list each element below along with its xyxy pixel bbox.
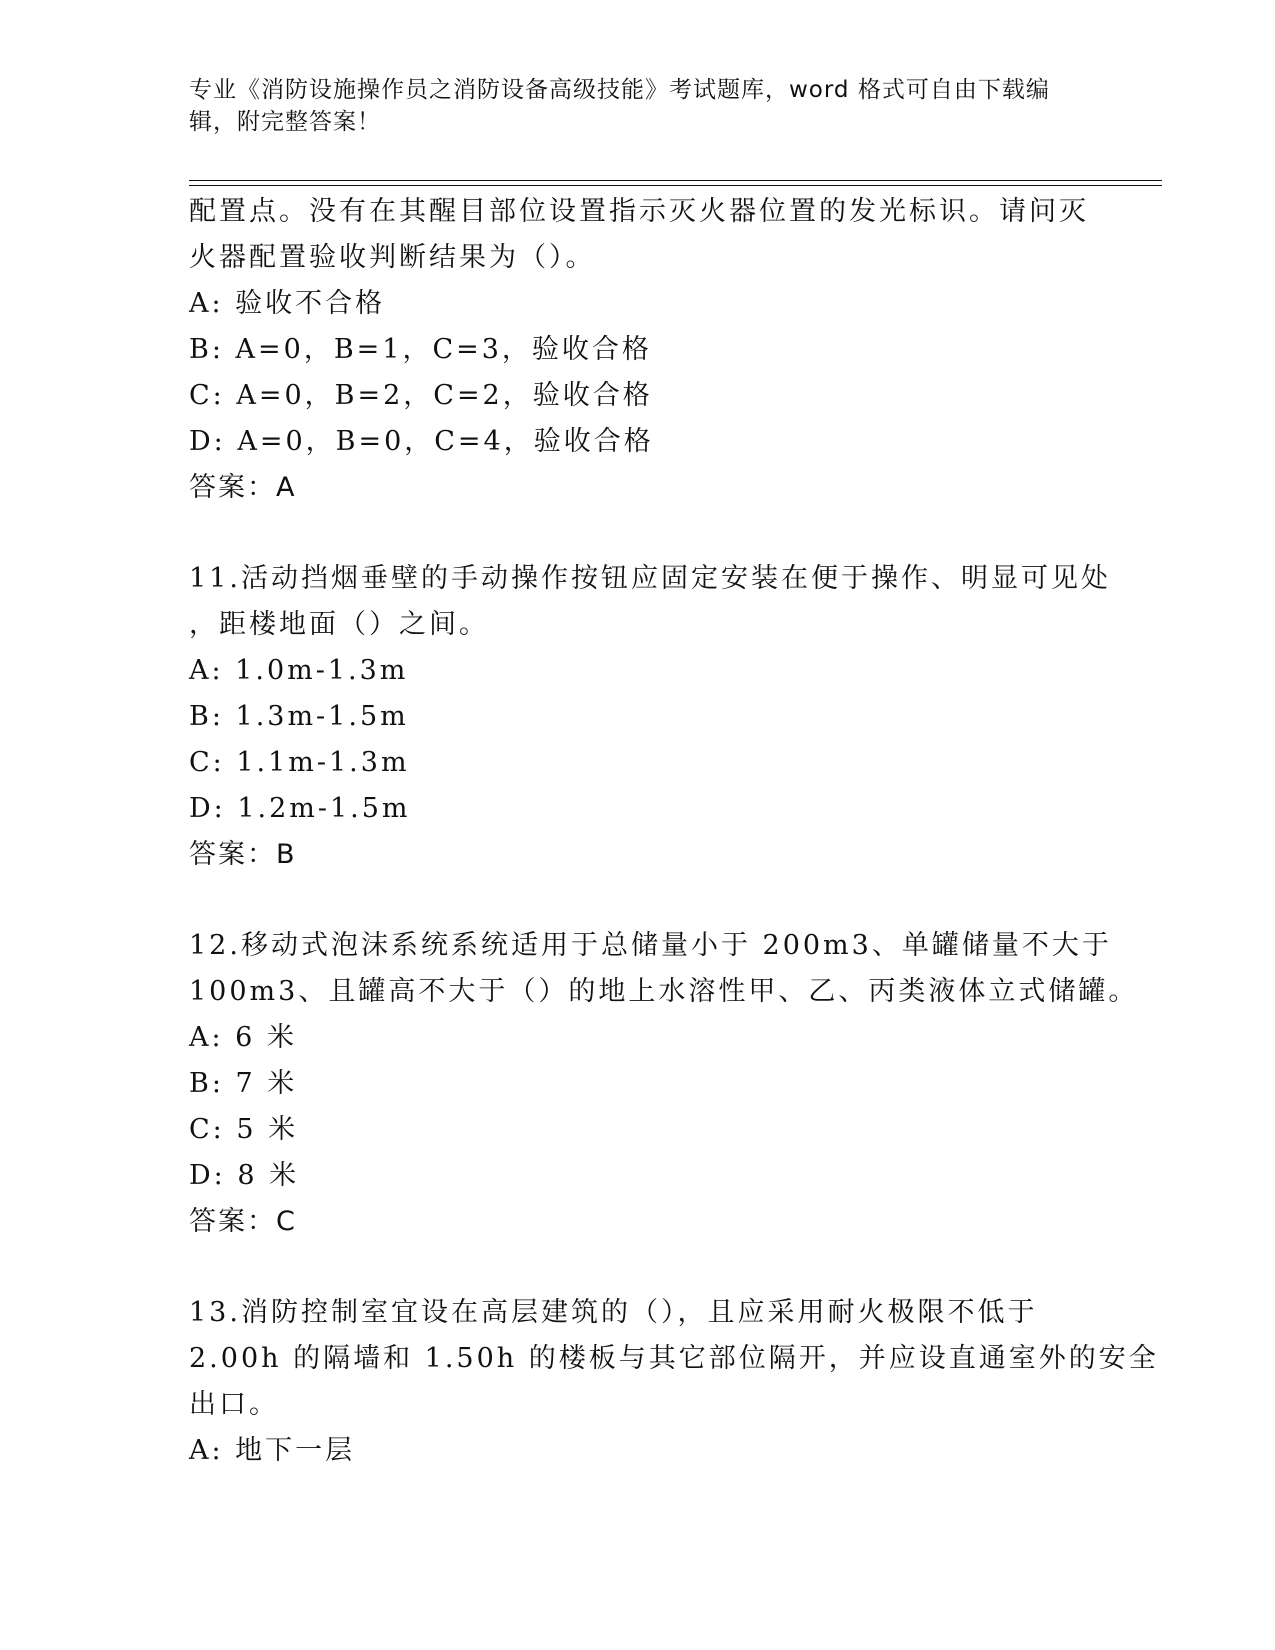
header-line-2: 辑，附完整答案！ (189, 109, 381, 135)
question-11 (189, 556, 1111, 878)
header-line-1: 专业《消防设施操作员之消防设备高级技能》考试题库，word 格式可自由下载编 (189, 77, 1050, 103)
header-divider-top (189, 180, 1162, 181)
question-carryover (189, 189, 1089, 511)
question-text-line: 12.移动式泡沫系统系统适用于总储量小于 200m3、单罐储量不大于 (189, 930, 1112, 961)
option-a: A: 地下一层 (189, 1435, 356, 1466)
question-13 (189, 1290, 1159, 1474)
option-c: C: 5 米 (189, 1114, 299, 1145)
option-d: D: A=0，B=0，C=4，验收合格 (189, 426, 654, 457)
answer-line: 答案：C (189, 1206, 297, 1237)
header-divider-bottom (189, 185, 1162, 186)
question-text-line: 13.消防控制室宜设在高层建筑的（），且应采用耐火极限不低于 (189, 1297, 1038, 1328)
question-text-line: 出口。 (189, 1389, 279, 1420)
question-text-line: 100m3、且罐高不大于（）的地上水溶性甲、乙、丙类液体立式储罐。 (189, 976, 1139, 1007)
question-text-line: 11.活动挡烟垂壁的手动操作按钮应固定安装在便于操作、明显可见处 (189, 563, 1111, 594)
option-d: D: 8 米 (189, 1160, 300, 1191)
question-12 (189, 923, 1139, 1245)
option-a: A: 1.0m-1.3m (189, 655, 409, 686)
option-b: B: 1.3m-1.5m (189, 701, 409, 732)
option-c: C: A=0，B=2，C=2，验收合格 (189, 380, 653, 411)
document-header (189, 74, 1089, 138)
answer-line: 答案：A (189, 472, 297, 503)
option-d: D: 1.2m-1.5m (189, 793, 411, 824)
option-b: B: 7 米 (189, 1068, 298, 1099)
option-b: B: A=0，B=1，C=3，验收合格 (189, 334, 652, 365)
option-c: C: 1.1m-1.3m (189, 747, 410, 778)
answer-line: 答案：B (189, 839, 297, 870)
option-a: A: 6 米 (189, 1022, 297, 1053)
question-text-line: ，距楼地面（）之间。 (189, 609, 489, 640)
spacer (189, 511, 1089, 556)
spacer (189, 1245, 1089, 1290)
option-a: A: 验收不合格 (189, 288, 386, 319)
question-text-line: 2.00h 的隔墙和 1.50h 的楼板与其它部位隔开，并应设直通室外的安全 (189, 1343, 1159, 1374)
question-text-line: 火器配置验收判断结果为（）。 (189, 242, 596, 273)
spacer (189, 878, 1089, 923)
question-text-line: 配置点。没有在其醒目部位设置指示灭火器位置的发光标识。请问灭 (189, 196, 1089, 227)
question-content (189, 189, 1159, 1474)
